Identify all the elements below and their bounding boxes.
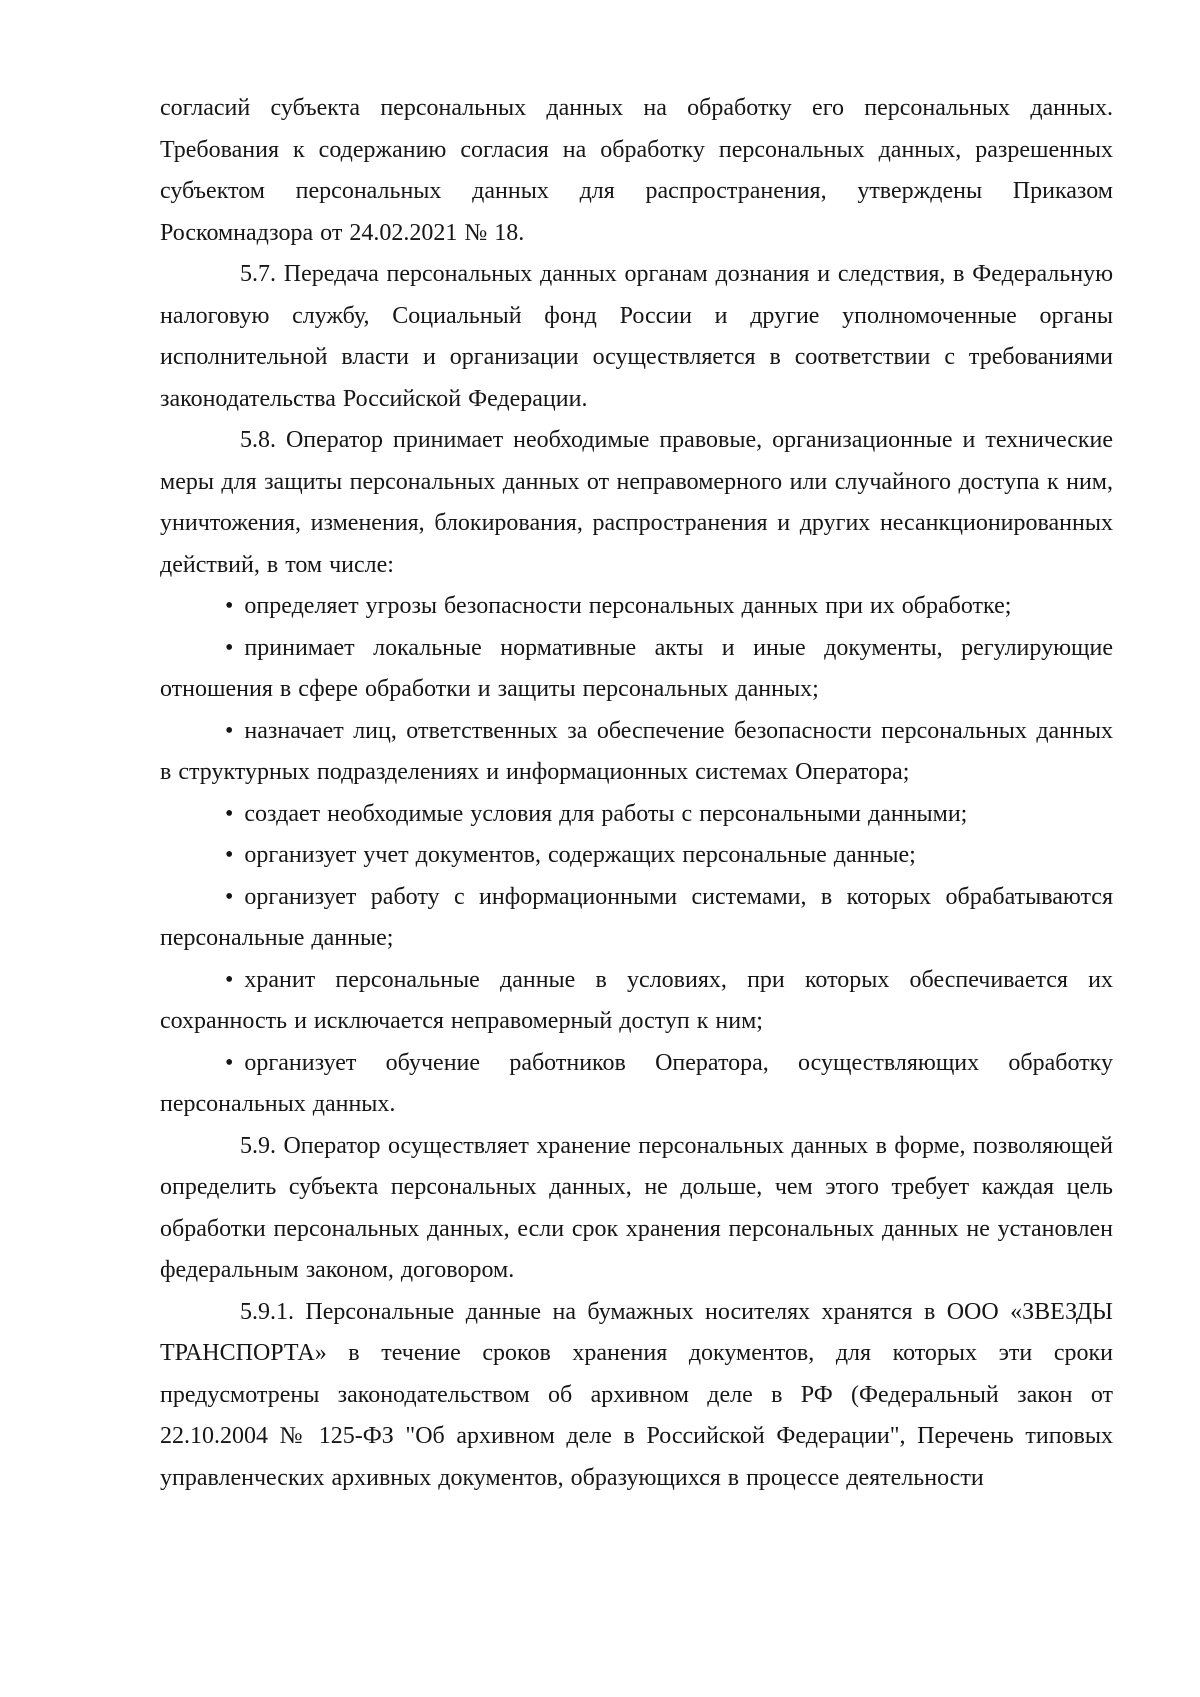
bullet-marker-icon: • [225, 966, 234, 993]
bullet-list-item [160, 586, 1113, 628]
bullet-marker-icon: • [225, 1049, 234, 1076]
document-paragraph: согласий субъекта персональных данных на обработку его персональных данных. Требования к содержанию согласия на обработку персональных данных, разрешенных субъектом персональных данных для распространения, утверждены Приказом Роскомнадзора от 24.02.2021 № 18. [160, 95, 1113, 246]
bullet-list-item [160, 877, 1113, 960]
bullet-item-text: организует обучение работников Оператора, осуществляющих обработку персональных данных. [160, 1049, 1113, 1117]
bullet-item-text: принимает локальные нормативные акты и иные документы, регулирующие отношения в сфере обработки и защиты персональных данных; [160, 634, 1113, 702]
bullet-item-text: определяет угрозы безопасности персональных данных при их обработке; [244, 593, 1012, 619]
bullet-item-text: организует учет документов, содержащих персональные данные; [244, 842, 916, 868]
document-paragraph: 5.7. Передача персональных данных органам дознания и следствия, в Федеральную налоговую службу, Социальный фонд России и другие уполномоченные органы исполнительной власти и организации осуществляется в соответствии с требованиями законодательства Российской Федерации. [160, 261, 1113, 412]
bullet-marker-icon: • [225, 842, 234, 868]
bullet-item-text: хранит персональные данные в условиях, при которых обеспечивается их сохранность и исключается неправомерный доступ к ним; [160, 966, 1113, 1034]
bullet-item-text: организует работу с информационными системами, в которых обрабатываются персональные данные; [160, 883, 1113, 951]
bullet-marker-icon: • [225, 800, 234, 827]
bullet-marker-icon: • [225, 883, 234, 910]
bullet-list-item [160, 628, 1113, 711]
bullet-list-item [160, 1043, 1113, 1126]
bullet-marker-icon: • [225, 717, 234, 744]
bullet-item-text: создает необходимые условия для работы с персональными данными; [244, 800, 968, 827]
bullet-item-text: назначает лиц, ответственных за обеспечение безопасности персональных данных в структурных подразделениях и информационных системах Оператора; [160, 717, 1113, 785]
bullet-list-item [160, 960, 1113, 1043]
document-paragraph: 5.9.1. Персональные данные на бумажных носителях хранятся в ООО «ЗВЕЗДЫ ТРАНСПОРТА» в течение сроков хранения документов, для которых эти сроки предусмотрены законодательством об архивном деле в РФ (Федеральный закон от 22.10.2004 № 125-ФЗ "Об архивном деле в Российской Федерации", Перечень типовых управленческих архивных документов, образующихся в процессе деятельности [160, 1298, 1113, 1491]
bullet-list-item [160, 835, 1113, 877]
document-paragraph: 5.8. Оператор принимает необходимые правовые, организационные и технические меры для защиты персональных данных от неправомерного или случайного доступа к ним, уничтожения, изменения, блокирования, распространения и других несанкционированных действий, в том числе: [160, 427, 1113, 578]
document-paragraph: 5.9. Оператор осуществляет хранение персональных данных в форме, позволяющей определить субъекта персональных данных, не дольше, чем этого требует каждая цель обработки персональных данных, если срок хранения персональных данных не установлен федеральным законом, договором. [160, 1132, 1113, 1283]
document-text-block [160, 88, 1113, 1499]
bullet-list-item [160, 794, 1113, 836]
bullet-marker-icon: • [225, 634, 234, 661]
bullet-marker-icon: • [225, 593, 234, 619]
bullet-list-item [160, 711, 1113, 794]
